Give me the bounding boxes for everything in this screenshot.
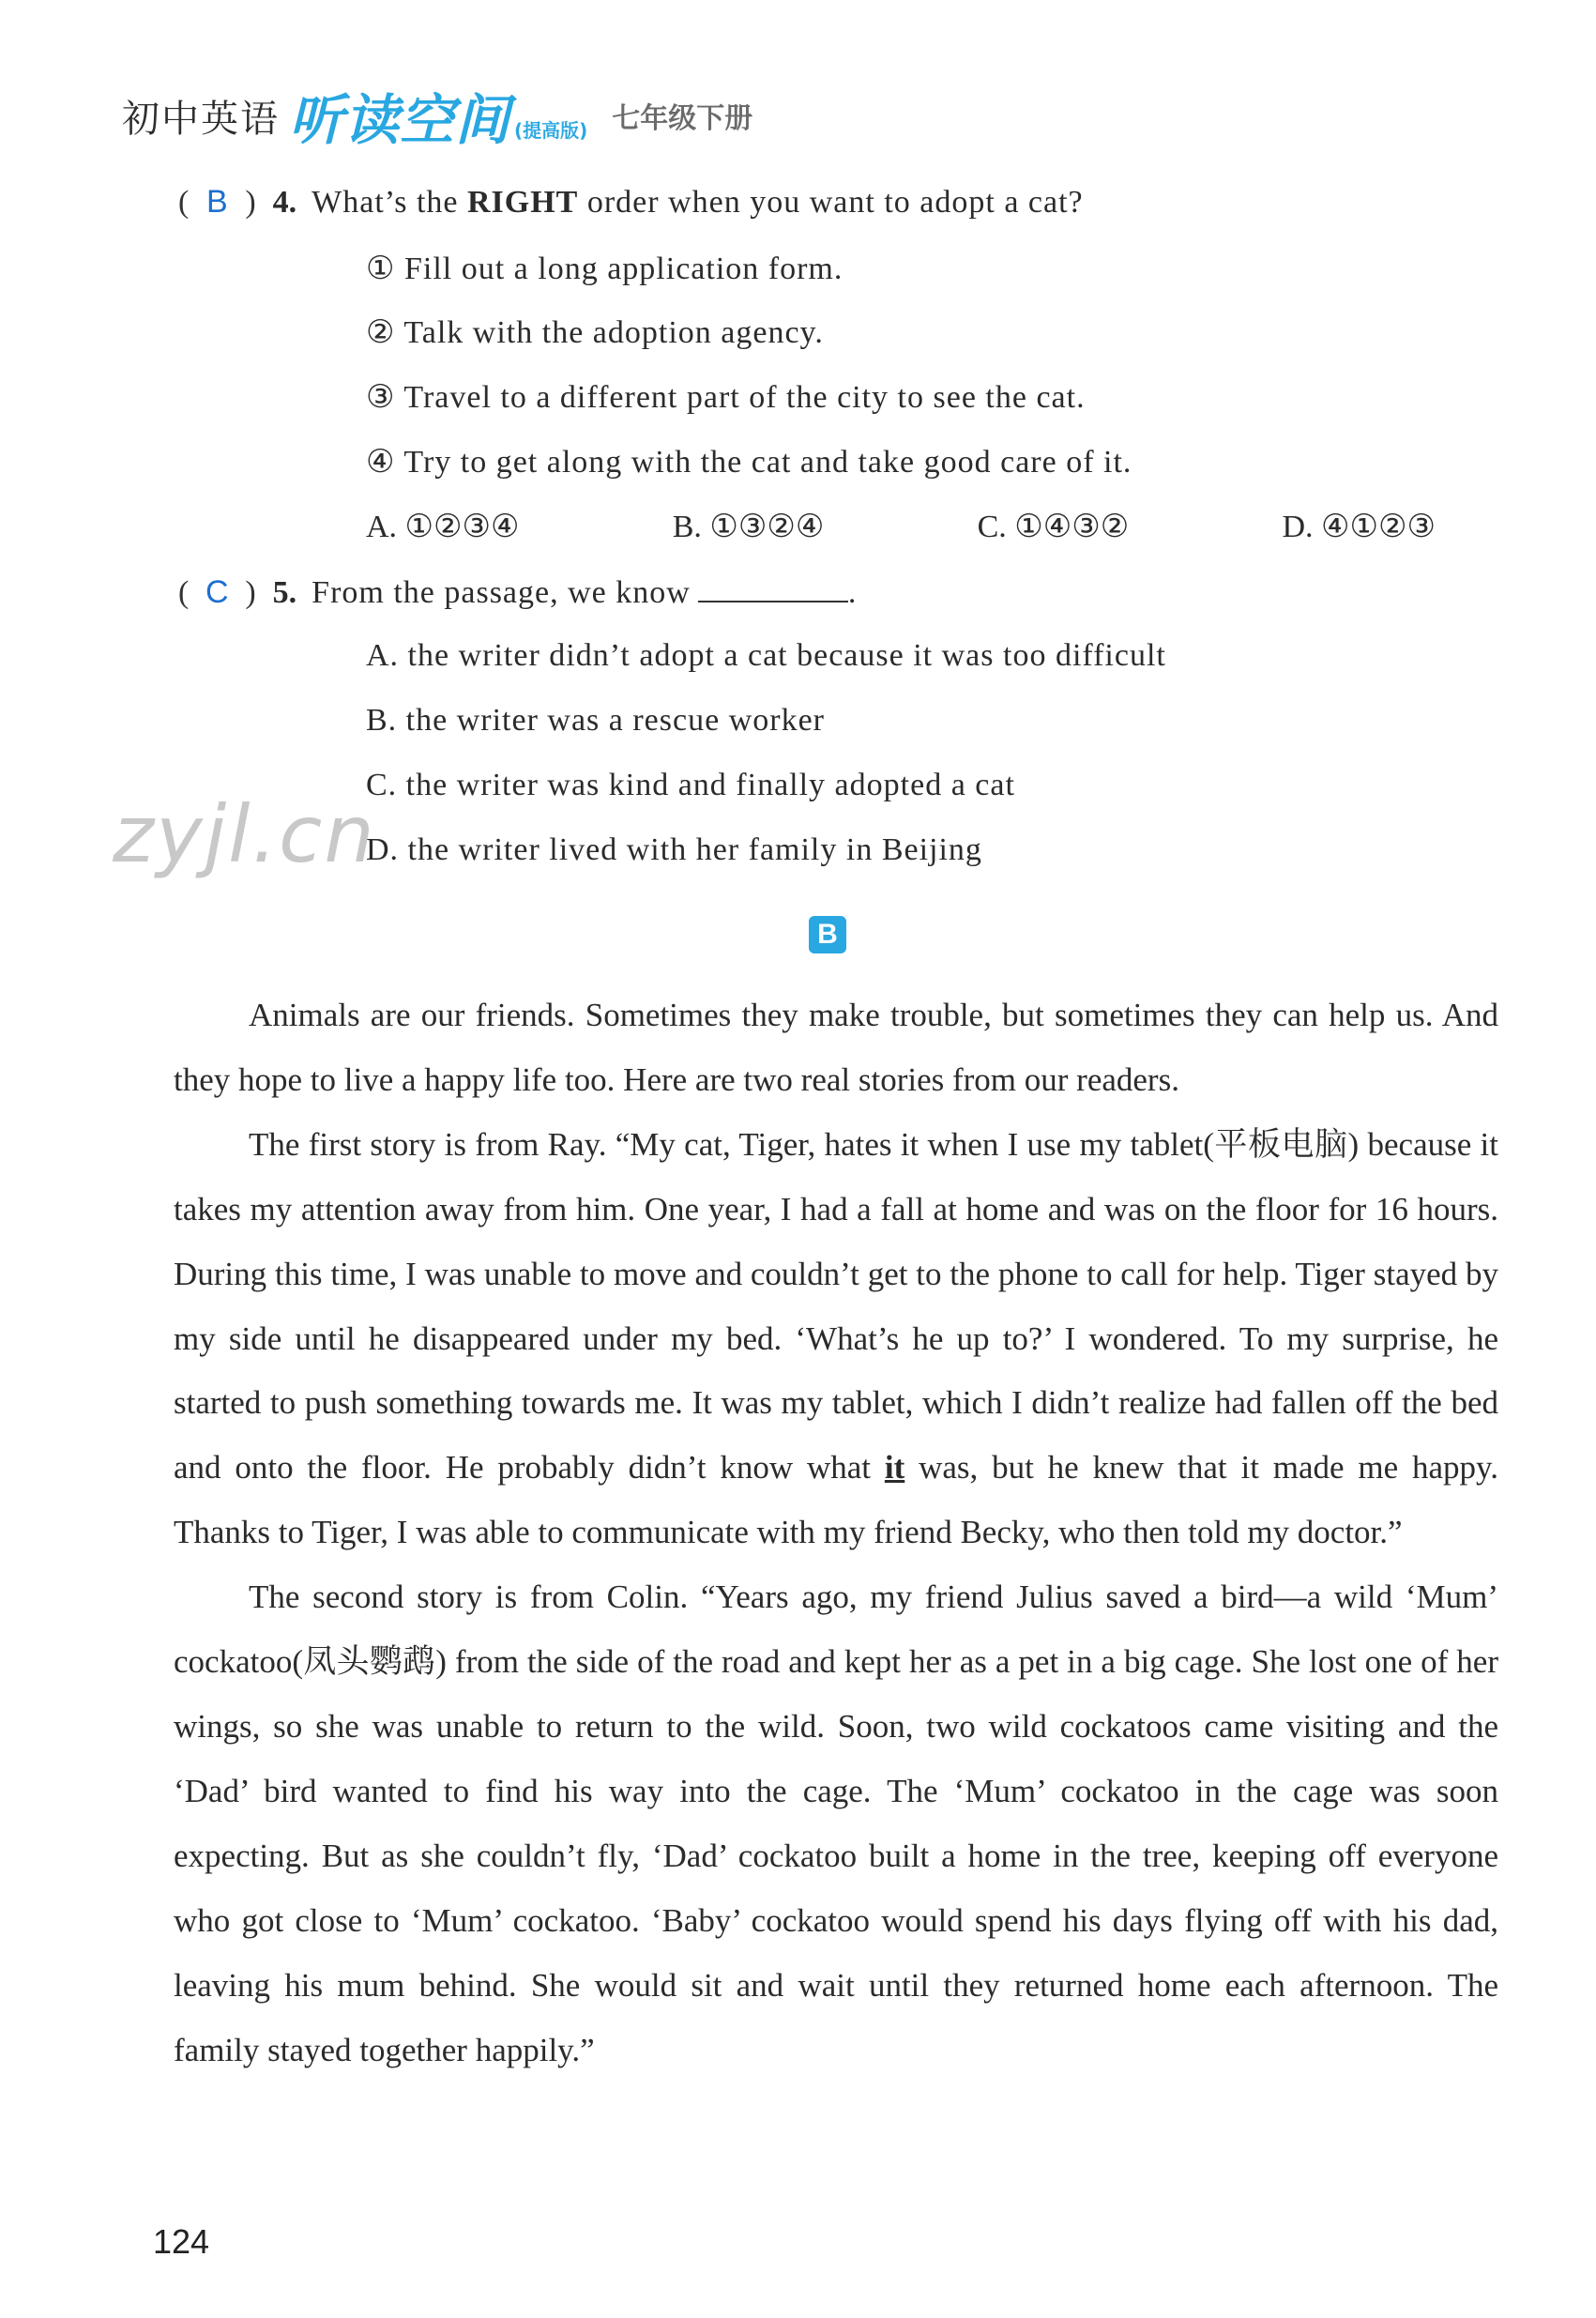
question-4-choices xyxy=(366,508,1436,545)
choice-c: C. ①④③② xyxy=(977,510,1130,544)
question-5 xyxy=(178,572,857,611)
section-badge: B xyxy=(809,916,846,953)
watermark-text: zyjl.cn xyxy=(113,788,376,880)
question-5-end: . xyxy=(847,575,858,610)
answer-paren-open: ( xyxy=(178,185,190,220)
question-4-step: ④ Try to get along with the cat and take good care of it. xyxy=(366,445,1132,480)
edition-label: (提高版) xyxy=(514,119,588,142)
question-5-option: A. the writer didn’t adopt a cat because it was too difficult xyxy=(366,638,1166,673)
answer-blank xyxy=(698,572,848,602)
question-5-option: D. the writer lived with her family in Beijing xyxy=(366,832,982,867)
question-5-answer: C xyxy=(205,574,229,610)
question-5-option: B. the writer was a rescue worker xyxy=(366,703,825,738)
choice-d: D. ④①②③ xyxy=(1282,510,1436,544)
choice-b: B. ①③②④ xyxy=(672,510,825,544)
passage-paragraph-2 xyxy=(174,1113,1498,1565)
question-4-text-bold: RIGHT xyxy=(467,185,579,220)
question-4-answer: B xyxy=(205,184,228,220)
question-5-option: C. the writer was kind and finally adopted a cat xyxy=(366,768,1015,802)
underlined-word: it xyxy=(884,1449,905,1487)
answer-paren-close: ) xyxy=(245,575,256,610)
passage-paragraph-2-b: was, but he knew that it made me happy. Thanks to Tiger, I was able to communicate with my friend Becky, who then told my doctor.” xyxy=(174,1449,1498,1551)
question-5-text: From the passage, we know xyxy=(312,575,691,610)
reading-passage xyxy=(174,984,1498,2082)
question-4-step: ② Talk with the adoption agency. xyxy=(366,315,824,350)
question-4-number: 4. xyxy=(272,185,297,220)
choice-a: A. ①②③④ xyxy=(366,510,520,544)
answer-paren-close: ) xyxy=(245,185,256,220)
question-4-text-b: order when you want to adopt a cat? xyxy=(578,185,1084,220)
question-4-text-a: What’s the xyxy=(312,185,467,220)
passage-paragraph-2-a: The first story is from Ray. “My cat, Tiger, hates it when I use my tablet(平板电脑) because it takes my attention away from him. One year, I had a fall at home and was on the floor for 16 hours. During this time, I was unable to move and couldn’t get to the phone to call for help. Tiger stayed by my side until he disappeared under my bed. ‘What’s he up to?’ I wondered. To my surprise, he started to push something towards me. It was my tablet, which I didn’t realize had fallen off the bed and onto the floor. He probably didn’t know what xyxy=(174,1125,1498,1487)
question-4-text xyxy=(312,185,1083,221)
question-5-number: 5. xyxy=(272,575,297,610)
grade-label: 七年级下册 xyxy=(612,102,753,135)
question-4 xyxy=(178,184,1084,221)
page-header xyxy=(122,83,753,152)
passage-paragraph-3: The second story is from Colin. “Years ago, my friend Julius saved a bird—a wild ‘Mum’ cockatoo(凤头鹦鹉) from the side of the road and kept her as a pet in a big cage. She lost one of her wings, so she was unable to return to the wild. Soon, two wild cockatoos came visiting and the ‘Dad’ bird wanted to find his way into the cage. The ‘Mum’ cockatoo in the cage was soon expecting. But as she couldn’t fly, ‘Dad’ cockatoo built a home in the tree, keeping off everyone who got close to ‘Mum’ cockatoo. ‘Baby’ cockatoo would spend his days flying off with his dad, leaving his mum behind. She would sit and wait until they returned home each afternoon. The family stayed together happily.” xyxy=(174,1578,1498,2068)
question-4-step: ① Fill out a long application form. xyxy=(366,252,844,286)
series-title: 初中英语 xyxy=(122,97,280,141)
passage-paragraph-1: Animals are our friends. Sometimes they make trouble, but sometimes they can help us. And they hope to live a happy life too. Here are two real stories from our readers. xyxy=(174,997,1498,1098)
question-4-step: ③ Travel to a different part of the city to see the cat. xyxy=(366,380,1086,415)
page-number: 124 xyxy=(153,2222,210,2261)
answer-paren-open: ( xyxy=(178,575,190,610)
brand-logo: 听读空间 xyxy=(289,88,511,152)
